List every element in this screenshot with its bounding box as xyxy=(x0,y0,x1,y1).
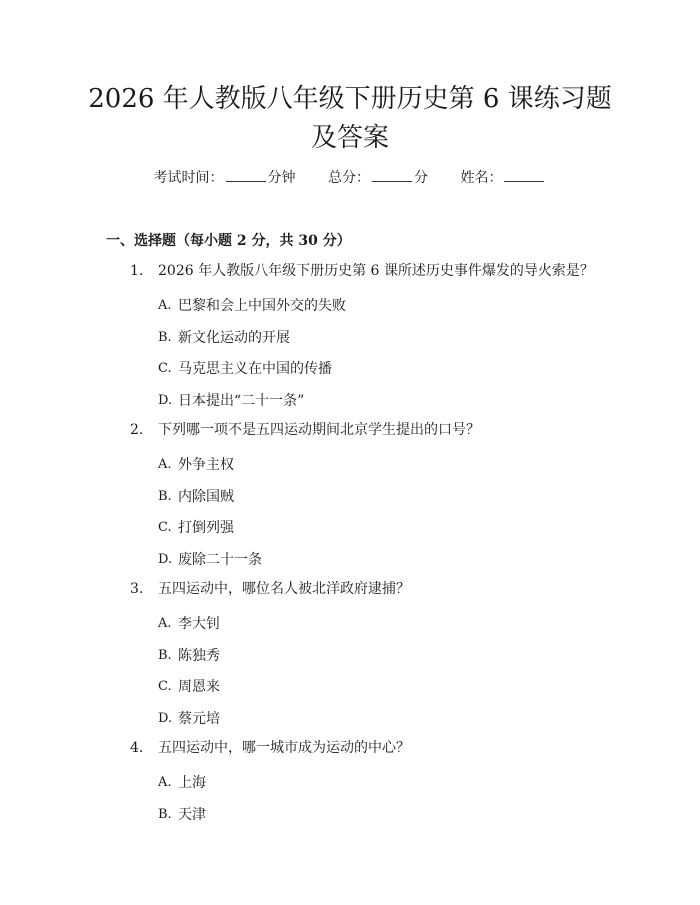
option-text: 内除国贼 xyxy=(178,488,234,505)
option-letter: C. xyxy=(158,679,172,694)
exam-time-blank xyxy=(226,169,266,182)
answer-option xyxy=(0,641,700,673)
question-text: 下列哪一项不是五四运动期间北京学生提出的口号？ xyxy=(158,422,480,438)
option-text: 日本提出“二十一条” xyxy=(178,392,305,409)
option-letter: A. xyxy=(158,775,172,790)
section-heading: 一、选择题（每小题 2 分，共 30 分） xyxy=(106,233,351,249)
option-letter: B. xyxy=(158,329,172,345)
question-text: 五四运动中，哪一城市成为运动的中心？ xyxy=(158,740,410,756)
answer-option xyxy=(0,450,700,482)
option-letter: A. xyxy=(158,457,172,472)
option-letter: D. xyxy=(158,710,173,726)
answer-option xyxy=(0,672,700,704)
question-item xyxy=(0,258,700,291)
answer-option xyxy=(0,513,700,545)
question-number: 1. xyxy=(130,263,144,279)
option-letter: A. xyxy=(158,298,172,313)
exam-time-label: 考试时间： xyxy=(153,170,224,186)
student-name xyxy=(460,167,546,187)
option-text: 打倒列强 xyxy=(178,520,234,536)
option-letter: C. xyxy=(158,520,172,535)
exam-time xyxy=(154,167,296,187)
answer-option xyxy=(0,386,700,418)
option-text: 李大钊 xyxy=(178,616,220,632)
answer-option xyxy=(0,354,700,386)
title-line: 2026 年人教版八年级下册历史第 6 课练习题 xyxy=(88,84,612,114)
option-letter: A. xyxy=(158,616,172,631)
student-name-blank xyxy=(504,169,544,182)
option-text: 马克思主义在中国的传播 xyxy=(178,361,332,377)
question-number: 2. xyxy=(130,422,144,438)
option-text: 废除二十一条 xyxy=(178,551,262,568)
answer-option xyxy=(0,291,700,323)
title-line: 及答案 xyxy=(310,123,389,153)
question-list xyxy=(0,258,700,831)
option-text: 陈独秀 xyxy=(178,647,220,664)
answer-option xyxy=(0,800,700,832)
question-item xyxy=(0,417,700,450)
total-score-label: 总分： xyxy=(328,170,370,186)
student-name-label: 姓名： xyxy=(460,170,503,186)
document-title xyxy=(0,80,700,158)
question-text: 五四运动中，哪位名人被北洋政府逮捕？ xyxy=(158,581,410,597)
answer-option xyxy=(0,482,700,514)
answer-option xyxy=(0,704,700,736)
option-letter: B. xyxy=(158,647,172,663)
answer-option xyxy=(0,609,700,641)
total-score-blank xyxy=(372,169,412,182)
total-score-unit: 分 xyxy=(414,170,428,186)
question-text: 2026 年人教版八年级下册历史第 6 课所述历史事件爆发的导火索是？ xyxy=(158,263,594,279)
question-number: 4. xyxy=(130,740,144,756)
option-letter: B. xyxy=(158,488,172,504)
option-text: 天津 xyxy=(178,806,206,823)
exam-info-line xyxy=(0,167,700,187)
answer-option xyxy=(0,545,700,577)
answer-option xyxy=(0,323,700,355)
option-text: 周恩来 xyxy=(178,679,220,695)
option-text: 新文化运动的开展 xyxy=(178,329,290,346)
question-number: 3. xyxy=(130,581,144,597)
option-text: 上海 xyxy=(178,775,206,791)
option-text: 巴黎和会上中国外交的失败 xyxy=(178,298,346,314)
exam-time-unit: 分钟 xyxy=(267,170,296,186)
answer-option xyxy=(0,768,700,800)
option-letter: C. xyxy=(158,361,172,376)
total-score xyxy=(328,167,428,187)
question-item xyxy=(0,576,700,609)
option-text: 蔡元培 xyxy=(178,710,220,727)
question-item xyxy=(0,735,700,768)
option-letter: D. xyxy=(158,551,173,567)
option-letter: D. xyxy=(158,392,173,408)
option-text: 外争主权 xyxy=(178,457,234,473)
option-letter: B. xyxy=(158,806,172,822)
